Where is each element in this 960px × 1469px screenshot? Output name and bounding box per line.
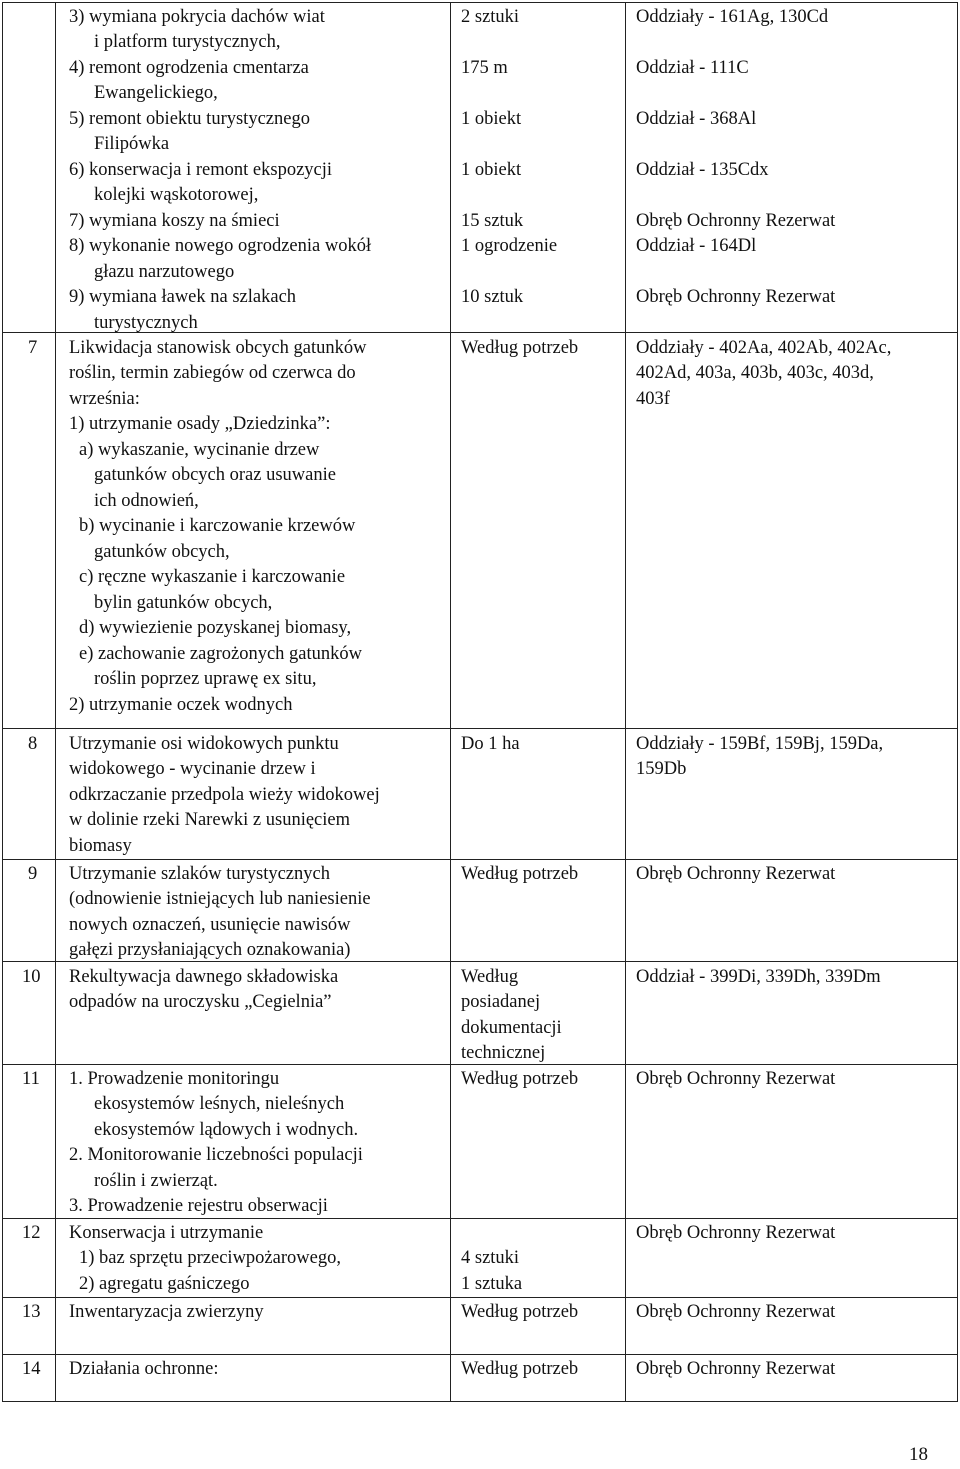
location-line: Obręb Ochronny Rezerwat [636, 864, 836, 884]
quantity-line: Według potrzeb [461, 1302, 579, 1322]
location-line: Obręb Ochronny Rezerwat [636, 287, 836, 307]
description-line: 1) baz sprzętu przeciwpożarowego, [79, 1248, 341, 1268]
quantity-cell [451, 962, 626, 1065]
description-line: i platform turystycznych, [94, 32, 281, 52]
table-row [3, 860, 958, 962]
location-line: Oddział - 399Di, 339Dh, 339Dm [636, 967, 881, 987]
location-line: 159Db [636, 759, 687, 779]
description-line: 3) wymiana pokrycia dachów wiat [69, 7, 325, 27]
quantity-line: 1 obiekt [461, 160, 522, 180]
description-line: e) zachowanie zagrożonych gatunków [79, 644, 363, 664]
description-line: odkrzaczanie przedpola wieży widokowej [69, 785, 380, 805]
description-line: gatunków obcych, [94, 542, 230, 562]
quantity-line: Według potrzeb [461, 1359, 579, 1379]
row-number-cell [3, 1219, 56, 1298]
location-cell [626, 1298, 958, 1355]
location-line: Obręb Ochronny Rezerwat [636, 1069, 836, 1089]
quantity-line: 10 sztuk [461, 287, 524, 307]
quantity-line: Do 1 ha [461, 734, 520, 754]
quantity-line: 175 m [461, 58, 508, 78]
row-number-cell [3, 1298, 56, 1355]
quantity-cell [451, 1219, 626, 1298]
description-line: gatunków obcych oraz usuwanie [94, 465, 336, 485]
location-cell [626, 962, 958, 1065]
table-row [3, 3, 958, 333]
description-line: 3. Prowadzenie rejestru obserwacji [69, 1196, 328, 1216]
description-line: 2) agregatu gaśniczego [79, 1274, 250, 1294]
location-line: Obręb Ochronny Rezerwat [636, 1223, 836, 1243]
description-line: Likwidacja stanowisk obcych gatunków [69, 338, 367, 358]
description-line: b) wycinanie i karczowanie krzewów [79, 516, 356, 536]
quantity-line: 2 sztuki [461, 7, 520, 27]
document-table [2, 2, 958, 1402]
table-row [3, 729, 958, 860]
row-number: 9 [28, 864, 38, 884]
description-line: ekosystemów lądowych i wodnych. [94, 1120, 359, 1140]
description-line: Konserwacja i utrzymanie [69, 1223, 264, 1243]
description-line: 2) utrzymanie oczek wodnych [69, 695, 293, 715]
page-number: 18 [909, 1444, 928, 1465]
location-cell [626, 729, 958, 860]
location-line: 402Ad, 403a, 403b, 403c, 403d, [636, 363, 874, 383]
description-cell [56, 333, 451, 729]
row-number-cell [3, 729, 56, 860]
description-line: roślin poprzez uprawę ex situ, [94, 669, 317, 689]
quantity-line: 1 ogrodzenie [461, 236, 558, 256]
description-line: września: [69, 389, 140, 409]
description-line: gałęzi przysłaniających oznakowania) [69, 940, 351, 960]
description-line: kolejki wąskotorowej, [94, 185, 259, 205]
description-line: 7) wymiana koszy na śmieci [69, 211, 280, 231]
description-line: bylin gatunków obcych, [94, 593, 273, 613]
row-number-cell [3, 962, 56, 1065]
quantity-cell [451, 860, 626, 962]
location-cell [626, 333, 958, 729]
quantity-cell [451, 3, 626, 333]
description-line: turystycznych [94, 313, 198, 333]
quantity-line: Według potrzeb [461, 338, 579, 358]
row-number: 11 [22, 1069, 40, 1089]
description-line: Inwentaryzacja zwierzyny [69, 1302, 264, 1322]
description-line: głazu narzutowego [94, 262, 235, 282]
location-line: Oddziały - 161Ag, 130Cd [636, 7, 829, 27]
description-cell [56, 962, 451, 1065]
location-line: Oddziały - 159Bf, 159Bj, 159Da, [636, 734, 884, 754]
location-line: Oddział - 368Al [636, 109, 757, 129]
location-line: Oddział - 111C [636, 58, 749, 78]
description-line: w dolinie rzeki Narewki z usunięciem [69, 810, 350, 830]
description-line: Utrzymanie szlaków turystycznych [69, 864, 330, 884]
quantity-line: 15 sztuk [461, 211, 524, 231]
location-line: Oddział - 135Cdx [636, 160, 769, 180]
quantity-line: Według [461, 967, 519, 987]
row-number: 10 [22, 967, 41, 987]
quantity-cell [451, 333, 626, 729]
description-cell [56, 1219, 451, 1298]
row-number: 8 [28, 734, 38, 754]
quantity-line: technicznej [461, 1043, 546, 1063]
location-line: Oddziały - 402Aa, 402Ab, 402Ac, [636, 338, 892, 358]
row-number-cell [3, 1065, 56, 1219]
row-number-cell [3, 860, 56, 962]
description-line: ekosystemów leśnych, nieleśnych [94, 1094, 345, 1114]
description-cell [56, 1355, 451, 1402]
description-line: Ewangelickiego, [94, 83, 218, 103]
location-cell [626, 3, 958, 333]
description-line: roślin, termin zabiegów od czerwca do [69, 363, 356, 383]
quantity-line: 4 sztuki [461, 1248, 520, 1268]
location-line: Oddział - 164Dl [636, 236, 757, 256]
row-number: 7 [28, 338, 38, 358]
row-number-cell [3, 3, 56, 333]
description-line: 9) wymiana ławek na szlakach [69, 287, 297, 307]
description-cell [56, 1065, 451, 1219]
description-cell [56, 729, 451, 860]
quantity-line: Według potrzeb [461, 864, 579, 884]
description-line: 2. Monitorowanie liczebności populacji [69, 1145, 363, 1165]
quantity-cell [451, 1298, 626, 1355]
description-line: 6) konserwacja i remont ekspozycji [69, 160, 333, 180]
location-line: Obręb Ochronny Rezerwat [636, 1302, 836, 1322]
quantity-line: Według potrzeb [461, 1069, 579, 1089]
location-cell [626, 860, 958, 962]
description-line: ich odnowień, [94, 491, 199, 511]
table-row [3, 333, 958, 729]
quantity-cell [451, 1355, 626, 1402]
location-cell [626, 1219, 958, 1298]
description-line: 4) remont ogrodzenia cmentarza [69, 58, 309, 78]
location-line: Obręb Ochronny Rezerwat [636, 211, 836, 231]
location-cell [626, 1065, 958, 1219]
description-line: biomasy [69, 836, 132, 856]
description-line: roślin i zwierząt. [94, 1171, 218, 1191]
quantity-cell [451, 729, 626, 860]
table-row [3, 1355, 958, 1402]
description-line: a) wykaszanie, wycinanie drzew [79, 440, 320, 460]
description-line: 1. Prowadzenie monitoringu [69, 1069, 280, 1089]
description-line: Filipówka [94, 134, 170, 154]
location-cell [626, 1355, 958, 1402]
quantity-line: posiadanej [461, 992, 541, 1012]
location-line: 403f [636, 389, 670, 409]
description-line: 5) remont obiektu turystycznego [69, 109, 310, 129]
description-line: Rekultywacja dawnego składowiska [69, 967, 339, 987]
quantity-line: 1 obiekt [461, 109, 522, 129]
row-number: 14 [22, 1359, 41, 1379]
location-line: Obręb Ochronny Rezerwat [636, 1359, 836, 1379]
description-line: nowych oznaczeń, usunięcie nawisów [69, 915, 351, 935]
description-line: d) wywiezienie pozyskanej biomasy, [79, 618, 352, 638]
row-number-cell [3, 1355, 56, 1402]
quantity-line: dokumentacji [461, 1018, 562, 1038]
row-number: 12 [22, 1223, 41, 1243]
description-line: c) ręczne wykaszanie i karczowanie [79, 567, 346, 587]
description-line: 1) utrzymanie osady „Dziedzinka”: [69, 414, 331, 434]
description-line: widokowego - wycinanie drzew i [69, 759, 316, 779]
description-line: odpadów na uroczysku „Cegielnia” [69, 992, 332, 1012]
description-line: Działania ochronne: [69, 1359, 219, 1379]
description-line: (odnowienie istniejących lub naniesienie [69, 889, 371, 909]
table-row [3, 1219, 958, 1298]
table-row [3, 1298, 958, 1355]
row-number: 13 [22, 1302, 41, 1322]
description-cell [56, 1298, 451, 1355]
table-row [3, 962, 958, 1065]
quantity-cell [451, 1065, 626, 1219]
quantity-line: 1 sztuka [461, 1274, 523, 1294]
description-cell [56, 3, 451, 333]
description-cell [56, 860, 451, 962]
table-row [3, 1065, 958, 1219]
description-line: Utrzymanie osi widokowych punktu [69, 734, 339, 754]
row-number-cell [3, 333, 56, 729]
description-line: 8) wykonanie nowego ogrodzenia wokół [69, 236, 372, 256]
